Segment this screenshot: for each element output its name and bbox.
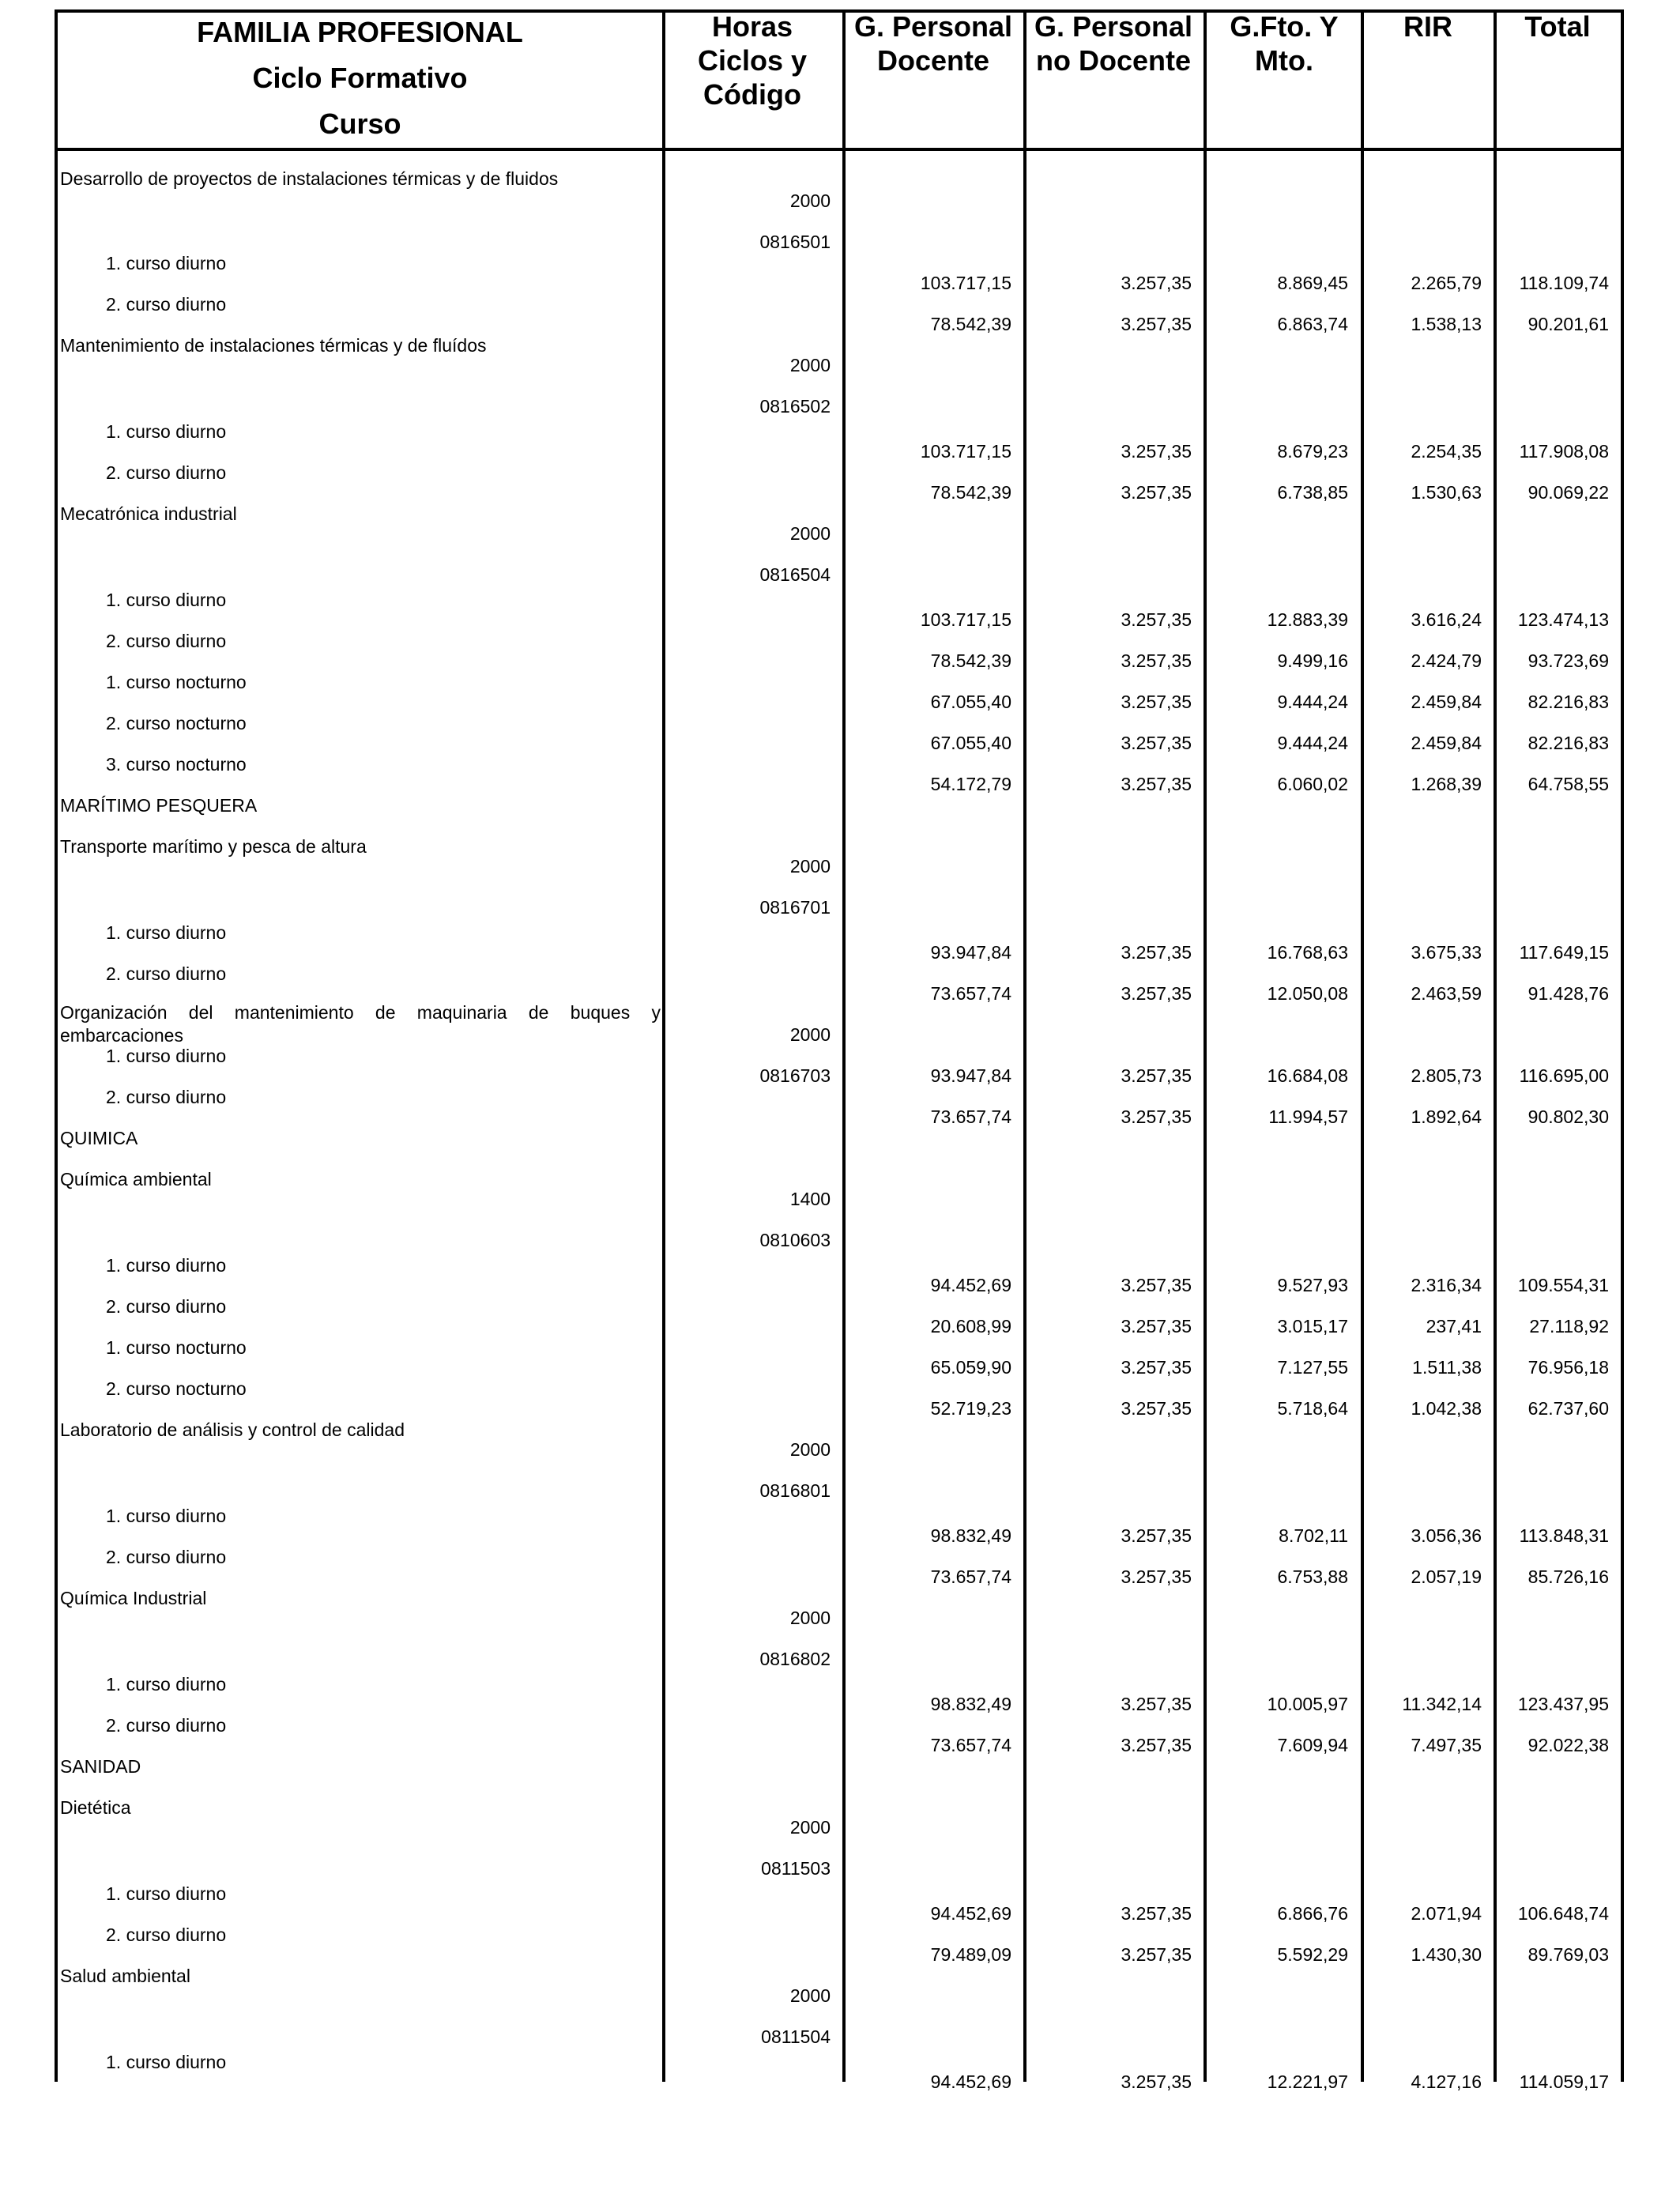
header-g-fto: G.Fto. Y Mto. bbox=[1230, 10, 1339, 77]
total-value: 76.956,18 bbox=[1527, 1357, 1609, 1378]
ciclo-label: Desarrollo de proyectos de instalaciones térmicas y de fluidos bbox=[60, 168, 559, 189]
g-fto-value: 12.050,08 bbox=[1267, 983, 1348, 1004]
g-fto-value: 5.718,64 bbox=[1277, 1398, 1348, 1419]
ciclo-horas: 1400 bbox=[789, 1189, 831, 1209]
curso-label: 2. curso diurno bbox=[106, 1087, 227, 1107]
rir-value: 2.057,19 bbox=[1411, 1566, 1482, 1587]
curso-label: 1. curso diurno bbox=[106, 421, 227, 442]
curso-label: 2. curso diurno bbox=[106, 1924, 227, 1945]
g-fto-value: 16.684,08 bbox=[1267, 1065, 1348, 1086]
ciclo-codigo: 0816501 bbox=[759, 232, 831, 252]
rir-value: 4.127,16 bbox=[1411, 2071, 1482, 2092]
header-familia-line3: Curso bbox=[318, 107, 401, 140]
curso-label: 1. curso diurno bbox=[106, 2052, 227, 2072]
rir-value: 2.463,59 bbox=[1411, 983, 1482, 1004]
g-personal-no-docente-value: 3.257,35 bbox=[1121, 609, 1192, 630]
total-value: 89.769,03 bbox=[1527, 1944, 1609, 1965]
curso-label: 2. curso nocturno bbox=[106, 713, 247, 733]
g-fto-value: 6.060,02 bbox=[1277, 774, 1348, 794]
g-personal-no-docente-value: 3.257,35 bbox=[1121, 983, 1192, 1004]
curso-label: 1. curso diurno bbox=[106, 1506, 227, 1526]
header-bottom-border bbox=[55, 148, 1624, 151]
curso-label: 1. curso nocturno bbox=[106, 672, 247, 692]
g-fto-value: 11.994,57 bbox=[1268, 1106, 1348, 1127]
g-fto-value: 6.866,76 bbox=[1277, 1903, 1348, 1924]
total-value: 117.649,15 bbox=[1519, 942, 1609, 963]
ciclo-codigo: 0811503 bbox=[761, 1858, 831, 1879]
column-divider bbox=[1494, 9, 1497, 2082]
g-personal-no-docente-value: 3.257,35 bbox=[1121, 1566, 1192, 1587]
curso-label: 1. curso nocturno bbox=[106, 1337, 247, 1358]
g-fto-value: 6.738,85 bbox=[1277, 482, 1348, 503]
ciclo-horas: 2000 bbox=[789, 1608, 831, 1628]
curso-label: 1. curso diurno bbox=[106, 1255, 227, 1276]
rir-value: 1.538,13 bbox=[1411, 314, 1482, 334]
total-value: 62.737,60 bbox=[1527, 1398, 1609, 1419]
g-personal-no-docente-value: 3.257,35 bbox=[1121, 733, 1192, 753]
g-personal-no-docente-value: 3.257,35 bbox=[1121, 441, 1192, 462]
rir-value: 1.530,63 bbox=[1411, 482, 1482, 503]
header-familia-line2: Ciclo Formativo bbox=[252, 62, 468, 94]
ciclo-codigo: 0816801 bbox=[759, 1480, 831, 1501]
rir-value: 2.316,34 bbox=[1411, 1275, 1482, 1295]
rir-value: 2.459,84 bbox=[1411, 733, 1482, 753]
g-personal-no-docente-value: 3.257,35 bbox=[1121, 482, 1192, 503]
ciclo-codigo: 0811504 bbox=[761, 2026, 831, 2047]
familia-label: SANIDAD bbox=[60, 1756, 141, 1777]
g-personal-no-docente-value: 3.257,35 bbox=[1121, 1398, 1192, 1419]
g-personal-docente-value: 103.717,15 bbox=[920, 609, 1011, 630]
g-personal-docente-value: 54.172,79 bbox=[930, 774, 1011, 794]
rir-value: 2.265,79 bbox=[1411, 273, 1482, 293]
total-value: 117.908,08 bbox=[1519, 441, 1609, 462]
total-value: 109.554,31 bbox=[1517, 1275, 1609, 1295]
g-personal-docente-value: 94.452,69 bbox=[930, 1903, 1011, 1924]
column-divider bbox=[1621, 9, 1624, 2082]
total-value: 118.109,74 bbox=[1519, 273, 1609, 293]
curso-label: 2. curso diurno bbox=[106, 963, 227, 984]
column-divider bbox=[662, 9, 665, 2082]
familia-label: QUIMICA bbox=[60, 1128, 138, 1148]
header-total: Total bbox=[1524, 10, 1591, 43]
ciclo-horas: 2000 bbox=[789, 1817, 831, 1838]
g-fto-value: 12.883,39 bbox=[1267, 609, 1348, 630]
g-personal-no-docente-value: 3.257,35 bbox=[1121, 1316, 1192, 1336]
g-personal-no-docente-value: 3.257,35 bbox=[1121, 314, 1192, 334]
g-personal-docente-value: 93.947,84 bbox=[930, 942, 1011, 963]
ciclo-label: Mantenimiento de instalaciones térmicas y de fluídos bbox=[60, 335, 487, 356]
column-divider bbox=[1203, 9, 1207, 2082]
g-fto-value: 9.444,24 bbox=[1277, 692, 1348, 712]
g-fto-value: 8.869,45 bbox=[1277, 273, 1348, 293]
total-value: 90.201,61 bbox=[1527, 314, 1609, 334]
header-g-personal-no-docente: G. Personal no Docente bbox=[1034, 10, 1193, 77]
total-value: 116.695,00 bbox=[1519, 1065, 1609, 1086]
g-personal-no-docente-value: 3.257,35 bbox=[1121, 1357, 1192, 1378]
g-fto-value: 3.015,17 bbox=[1277, 1316, 1348, 1336]
column-divider bbox=[1023, 9, 1026, 2082]
curso-label: 2. curso diurno bbox=[106, 1296, 227, 1317]
curso-label: 3. curso nocturno bbox=[106, 754, 247, 775]
curso-label: 1. curso diurno bbox=[106, 1046, 227, 1066]
ciclo-horas: 2000 bbox=[789, 1024, 831, 1045]
curso-label: 2. curso nocturno bbox=[106, 1378, 247, 1399]
header-g-personal-docente: G. Personal Docente bbox=[853, 10, 1013, 77]
g-fto-value: 9.444,24 bbox=[1277, 733, 1348, 753]
column-divider bbox=[55, 9, 58, 2082]
g-fto-value: 7.609,94 bbox=[1277, 1735, 1348, 1755]
g-personal-docente-value: 79.489,09 bbox=[930, 1944, 1011, 1965]
ciclo-horas: 2000 bbox=[789, 523, 831, 544]
g-personal-docente-value: 78.542,39 bbox=[930, 314, 1011, 334]
ciclo-horas: 2000 bbox=[789, 355, 831, 375]
curso-label: 2. curso diurno bbox=[106, 631, 227, 651]
curso-label: 1. curso diurno bbox=[106, 1674, 227, 1695]
g-personal-docente-value: 73.657,74 bbox=[930, 1106, 1011, 1127]
ciclo-horas: 2000 bbox=[789, 1985, 831, 2006]
curso-label: 2. curso diurno bbox=[106, 1547, 227, 1567]
g-personal-no-docente-value: 3.257,35 bbox=[1121, 1735, 1192, 1755]
ciclo-label: Salud ambiental bbox=[60, 1966, 190, 1986]
total-value: 90.802,30 bbox=[1527, 1106, 1609, 1127]
g-personal-no-docente-value: 3.257,35 bbox=[1121, 273, 1192, 293]
rir-value: 3.616,24 bbox=[1411, 609, 1482, 630]
header-horas: Horas Ciclos y Código bbox=[697, 10, 808, 111]
g-fto-value: 8.679,23 bbox=[1277, 441, 1348, 462]
curso-label: 2. curso diurno bbox=[106, 1715, 227, 1736]
g-personal-docente-value: 78.542,39 bbox=[930, 482, 1011, 503]
g-personal-docente-value: 67.055,40 bbox=[930, 733, 1011, 753]
g-personal-no-docente-value: 3.257,35 bbox=[1121, 774, 1192, 794]
curso-label: 1. curso diurno bbox=[106, 590, 227, 610]
total-value: 123.437,95 bbox=[1517, 1694, 1609, 1714]
g-fto-value: 10.005,97 bbox=[1267, 1694, 1348, 1714]
g-personal-docente-value: 103.717,15 bbox=[920, 273, 1011, 293]
total-value: 106.648,74 bbox=[1517, 1903, 1609, 1924]
header-familia-line1: FAMILIA PROFESIONAL bbox=[197, 16, 523, 48]
rir-value: 1.268,39 bbox=[1411, 774, 1482, 794]
g-personal-docente-value: 52.719,23 bbox=[930, 1398, 1011, 1419]
total-value: 113.848,31 bbox=[1519, 1525, 1609, 1546]
rir-value: 2.459,84 bbox=[1411, 692, 1482, 712]
header-familia bbox=[58, 9, 662, 147]
g-personal-docente-value: 20.608,99 bbox=[930, 1316, 1011, 1336]
ciclo-label: Mecatrónica industrial bbox=[60, 503, 237, 524]
g-personal-no-docente-value: 3.257,35 bbox=[1121, 1106, 1192, 1127]
total-value: 82.216,83 bbox=[1527, 692, 1609, 712]
ciclo-codigo: 0810603 bbox=[759, 1230, 831, 1250]
ciclo-codigo: 0816703 bbox=[759, 1065, 831, 1086]
rir-value: 2.424,79 bbox=[1411, 650, 1482, 671]
g-fto-value: 12.221,97 bbox=[1267, 2071, 1348, 2092]
g-personal-docente-value: 103.717,15 bbox=[920, 441, 1011, 462]
g-fto-value: 8.702,11 bbox=[1279, 1525, 1348, 1546]
g-personal-no-docente-value: 3.257,35 bbox=[1121, 1065, 1192, 1086]
g-fto-value: 5.592,29 bbox=[1277, 1944, 1348, 1965]
total-value: 91.428,76 bbox=[1527, 983, 1609, 1004]
g-fto-value: 16.768,63 bbox=[1267, 942, 1348, 963]
g-personal-docente-value: 78.542,39 bbox=[930, 650, 1011, 671]
ciclo-label: Organización del mantenimiento de maquinaria de buques y embarcaciones bbox=[60, 1002, 661, 1046]
g-personal-no-docente-value: 3.257,35 bbox=[1121, 1525, 1192, 1546]
rir-value: 237,41 bbox=[1426, 1316, 1482, 1336]
ciclo-codigo: 0816504 bbox=[759, 564, 831, 585]
rir-value: 11.342,14 bbox=[1402, 1694, 1482, 1714]
g-personal-no-docente-value: 3.257,35 bbox=[1121, 1944, 1192, 1965]
curso-label: 2. curso diurno bbox=[106, 462, 227, 483]
g-personal-docente-value: 98.832,49 bbox=[930, 1694, 1011, 1714]
column-divider bbox=[842, 9, 846, 2082]
g-fto-value: 7.127,55 bbox=[1277, 1357, 1348, 1378]
g-personal-no-docente-value: 3.257,35 bbox=[1121, 692, 1192, 712]
g-personal-no-docente-value: 3.257,35 bbox=[1121, 942, 1192, 963]
rir-value: 3.675,33 bbox=[1411, 942, 1482, 963]
rir-value: 1.430,30 bbox=[1411, 1944, 1482, 1965]
g-personal-docente-value: 94.452,69 bbox=[930, 2071, 1011, 2092]
column-divider bbox=[1361, 9, 1364, 2082]
rir-value: 1.511,38 bbox=[1412, 1357, 1482, 1378]
total-value: 123.474,13 bbox=[1517, 609, 1609, 630]
total-value: 64.758,55 bbox=[1527, 774, 1609, 794]
g-fto-value: 6.863,74 bbox=[1277, 314, 1348, 334]
header-rir: RIR bbox=[1403, 10, 1452, 43]
ciclo-label: Química ambiental bbox=[60, 1169, 212, 1189]
g-personal-no-docente-value: 3.257,35 bbox=[1121, 1903, 1192, 1924]
rir-value: 1.042,38 bbox=[1411, 1398, 1482, 1419]
rir-value: 3.056,36 bbox=[1411, 1525, 1482, 1546]
ciclo-horas: 2000 bbox=[789, 1439, 831, 1460]
total-value: 93.723,69 bbox=[1527, 650, 1609, 671]
g-personal-docente-value: 73.657,74 bbox=[930, 983, 1011, 1004]
total-value: 82.216,83 bbox=[1527, 733, 1609, 753]
rir-value: 2.805,73 bbox=[1411, 1065, 1482, 1086]
ciclo-codigo: 0816802 bbox=[759, 1649, 831, 1669]
g-personal-docente-value: 98.832,49 bbox=[930, 1525, 1011, 1546]
curso-label: 2. curso diurno bbox=[106, 294, 227, 315]
g-personal-docente-value: 73.657,74 bbox=[930, 1735, 1011, 1755]
ciclo-label: Química Industrial bbox=[60, 1588, 207, 1608]
total-value: 27.118,92 bbox=[1529, 1316, 1609, 1336]
g-personal-docente-value: 65.059,90 bbox=[930, 1357, 1011, 1378]
g-personal-docente-value: 67.055,40 bbox=[930, 692, 1011, 712]
g-personal-docente-value: 94.452,69 bbox=[930, 1275, 1011, 1295]
total-value: 114.059,17 bbox=[1519, 2071, 1609, 2092]
g-fto-value: 9.527,93 bbox=[1277, 1275, 1348, 1295]
ciclo-label: Dietética bbox=[60, 1797, 131, 1818]
g-personal-no-docente-value: 3.257,35 bbox=[1121, 650, 1192, 671]
total-value: 90.069,22 bbox=[1527, 482, 1609, 503]
ciclo-codigo: 0816502 bbox=[759, 396, 831, 417]
g-personal-docente-value: 73.657,74 bbox=[930, 1566, 1011, 1587]
g-fto-value: 6.753,88 bbox=[1277, 1566, 1348, 1587]
ciclo-label: Transporte marítimo y pesca de altura bbox=[60, 836, 367, 857]
curso-label: 1. curso diurno bbox=[106, 253, 227, 273]
g-personal-docente-value: 93.947,84 bbox=[930, 1065, 1011, 1086]
ciclo-horas: 2000 bbox=[789, 190, 831, 211]
g-personal-no-docente-value: 3.257,35 bbox=[1121, 1275, 1192, 1295]
g-personal-no-docente-value: 3.257,35 bbox=[1121, 1694, 1192, 1714]
rir-value: 2.254,35 bbox=[1411, 441, 1482, 462]
rir-value: 7.497,35 bbox=[1411, 1735, 1482, 1755]
familia-label: MARÍTIMO PESQUERA bbox=[60, 795, 258, 816]
rir-value: 2.071,94 bbox=[1411, 1903, 1482, 1924]
total-value: 92.022,38 bbox=[1527, 1735, 1609, 1755]
total-value: 85.726,16 bbox=[1527, 1566, 1609, 1587]
curso-label: 1. curso diurno bbox=[106, 1883, 227, 1904]
ciclo-horas: 2000 bbox=[789, 856, 831, 876]
g-fto-value: 9.499,16 bbox=[1277, 650, 1348, 671]
rir-value: 1.892,64 bbox=[1411, 1106, 1482, 1127]
g-personal-no-docente-value: 3.257,35 bbox=[1121, 2071, 1192, 2092]
ciclo-label: Laboratorio de análisis y control de calidad bbox=[60, 1419, 405, 1440]
curso-label: 1. curso diurno bbox=[106, 922, 227, 943]
ciclo-codigo: 0816701 bbox=[759, 897, 831, 918]
